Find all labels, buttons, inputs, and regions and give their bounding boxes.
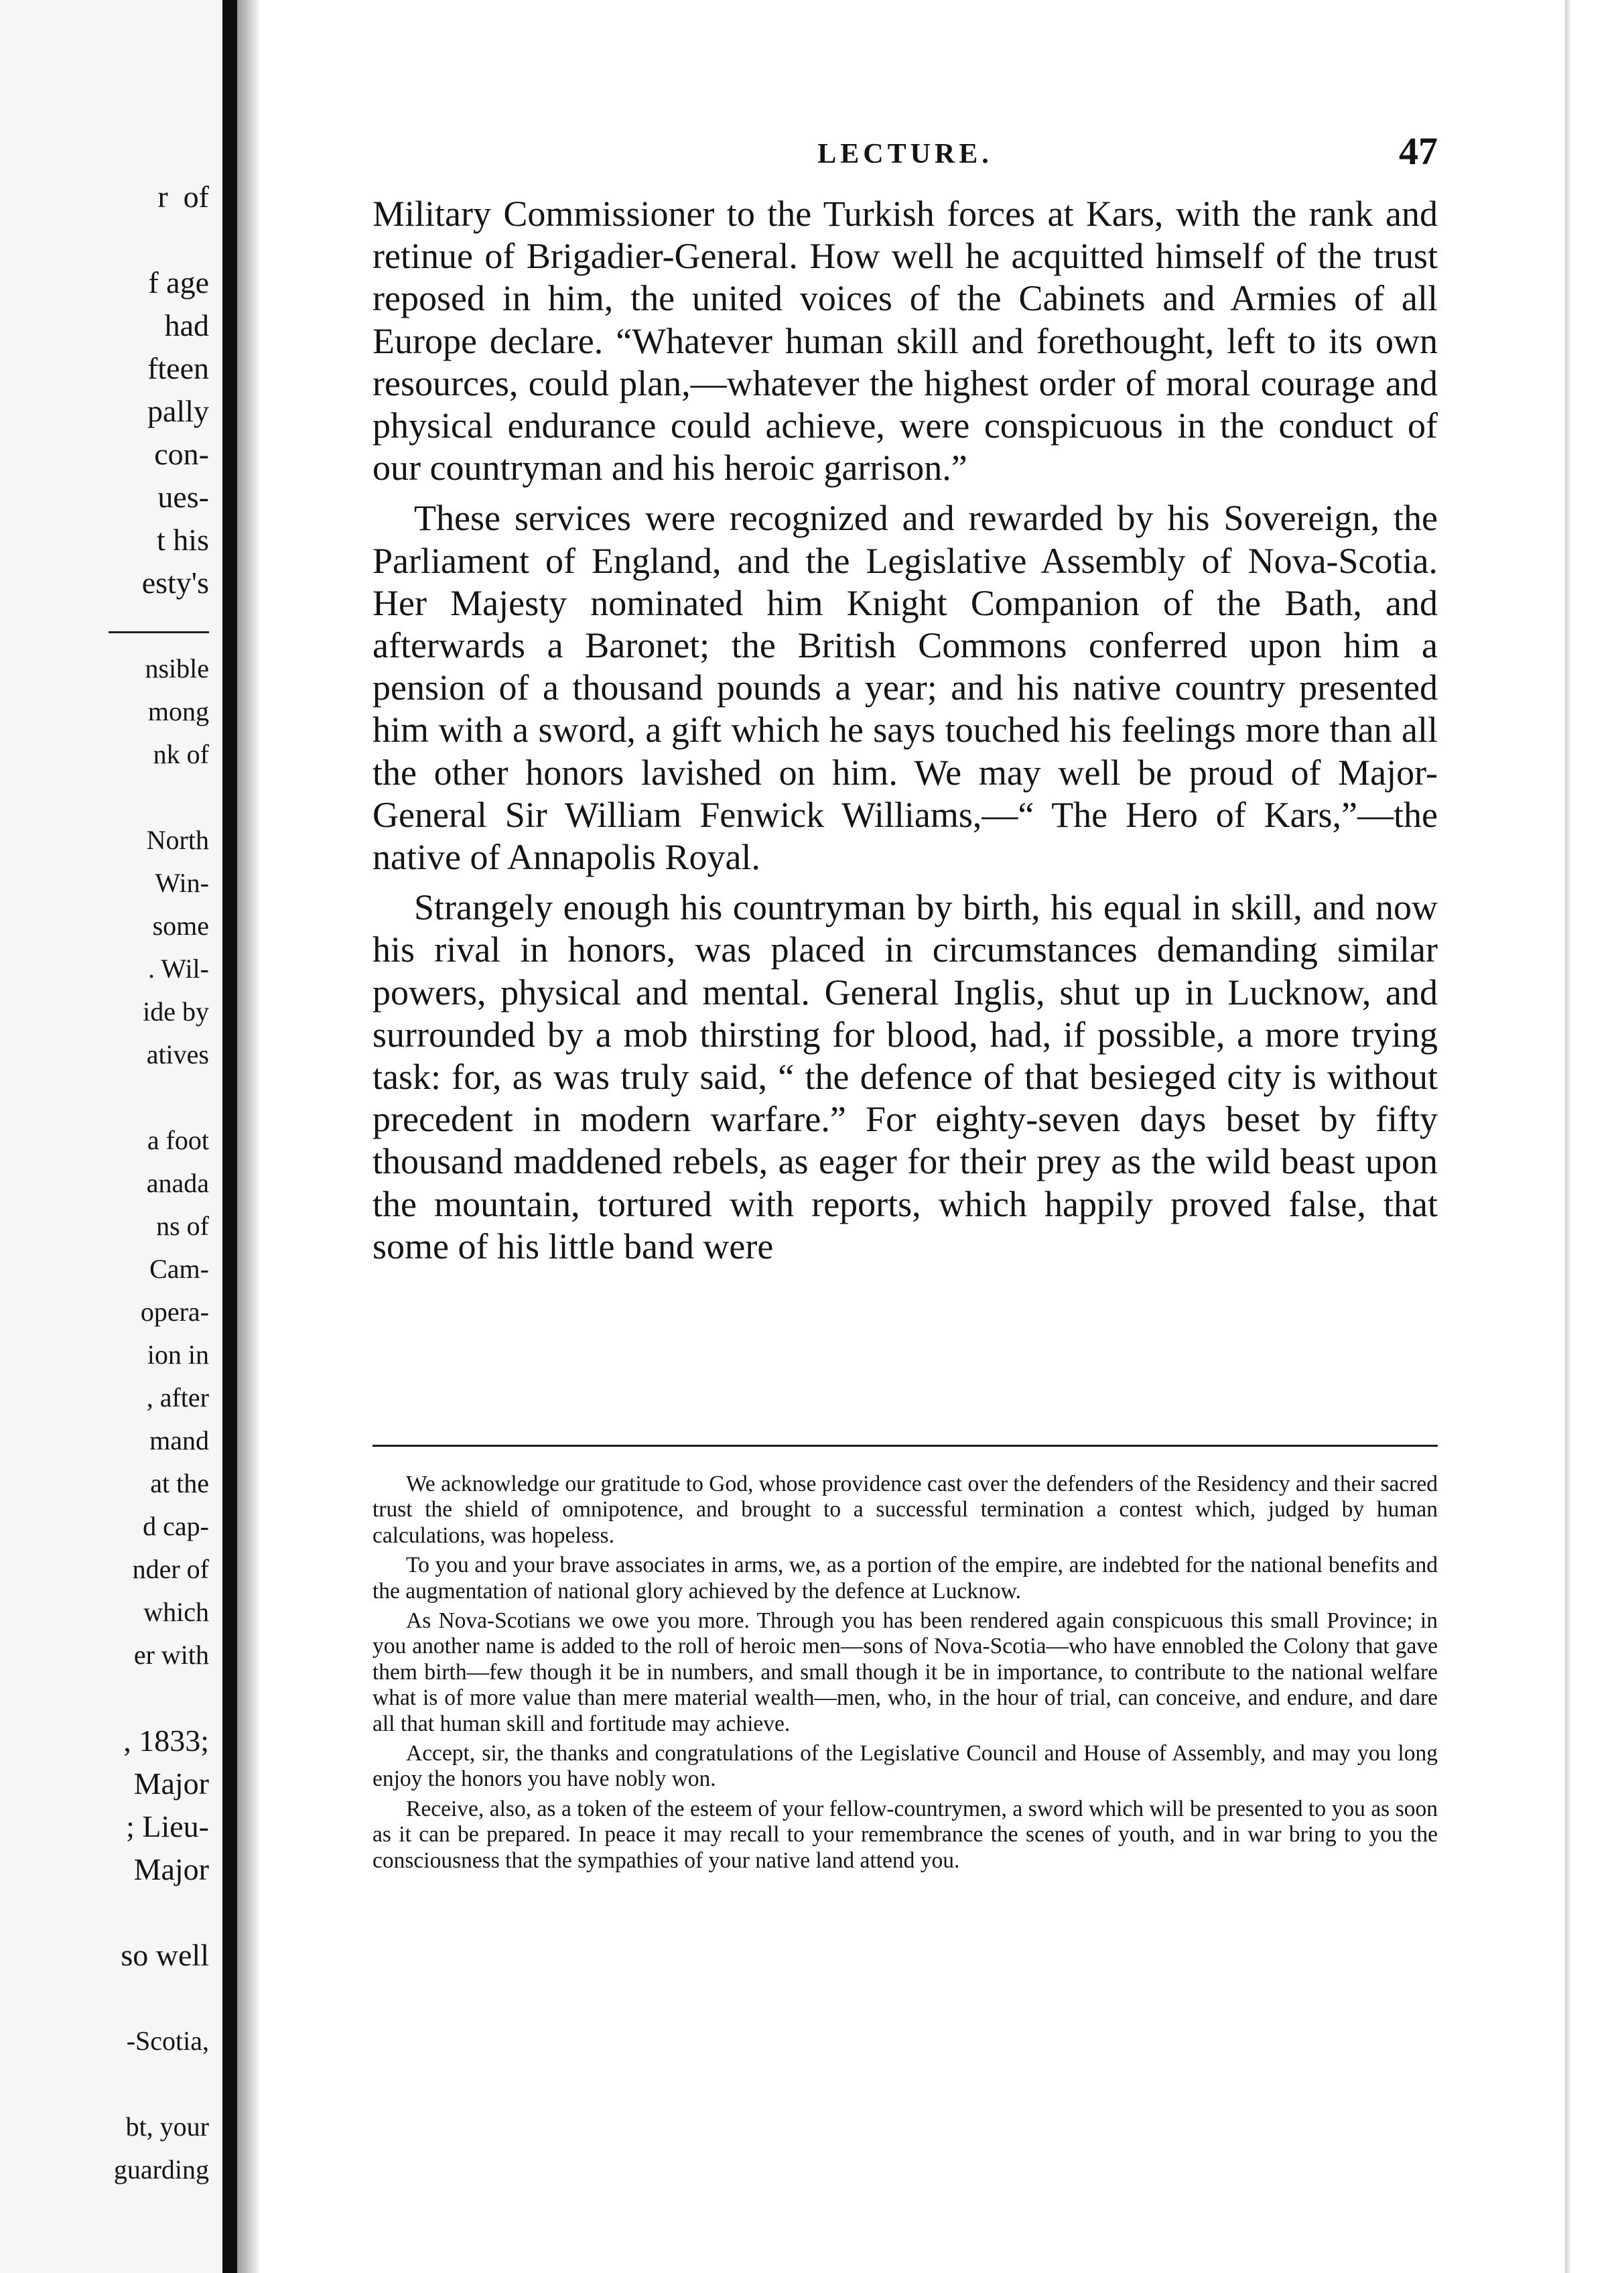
gutter-shadow	[237, 0, 261, 2273]
facing-page-line: so well	[121, 1938, 209, 1972]
page-edge	[1561, 0, 1624, 2273]
facing-page-line: , 1833;	[123, 1724, 209, 1758]
facing-page-line	[0, 1891, 209, 1934]
footnote-paragraph: To you and your brave associates in arms, we, as a portion of the empire, are indebted for the national benefits and the augmentation of national glory achieved by the defence at Lucknow.	[373, 1553, 1438, 1604]
page-number: 47	[1399, 129, 1438, 173]
facing-page-line: ues-	[157, 480, 209, 514]
facing-page-line: nder of	[132, 1554, 209, 1584]
facing-page-line: ion in	[147, 1340, 209, 1370]
facing-page-line: at the	[150, 1468, 209, 1498]
facing-page-line: Win-	[155, 868, 209, 898]
facing-page-line	[0, 1977, 209, 2020]
facing-page-line: bt, your	[125, 2112, 209, 2142]
main-text	[373, 193, 1438, 1276]
running-title: LECTURE.	[817, 139, 993, 170]
facing-page-line: nk of	[153, 739, 209, 769]
facing-page-line	[0, 2063, 209, 2105]
facing-page-line: -Scotia,	[126, 2026, 209, 2056]
facing-page-line: . Wil-	[148, 954, 209, 984]
facing-page-line: North	[146, 825, 209, 855]
facing-page-line: had	[164, 308, 209, 342]
footnote-paragraph: Receive, also, as a token of the esteem of your fellow-countrymen, a sword which will be presented to you as soon as it can be prepared. In peace it may recall to your remembrance the scenes of youth, and in war bring to you the consciousness that the sympathies of your native land attend you.	[373, 1796, 1438, 1873]
facing-page-line: Cam-	[149, 1254, 209, 1284]
facing-page-line: esty's	[141, 566, 209, 600]
facing-page-line: ; Lieu-	[126, 1809, 209, 1843]
facing-page-line: anada	[146, 1168, 209, 1198]
facing-page-line: a foot	[147, 1125, 209, 1155]
facing-page-line	[0, 1076, 209, 1119]
facing-page-line: r of	[157, 180, 209, 214]
facing-page-line: ide by	[143, 996, 209, 1027]
facing-page-line	[0, 218, 209, 261]
page-edge-shadow	[1565, 0, 1572, 2273]
facing-page-fragment	[0, 0, 221, 2273]
facing-page-line: mand	[149, 1425, 209, 1455]
paragraph: Military Commissioner to the Turkish forces at Kars, with the rank and retinue of Brigadier-General. How well he acquitted himself of the trust reposed in him, the united voices of the Cabinets and Armies of all Europe declare. “Whatever human skill and forethought, left to its own resources, could plan,—whatever the highest order of moral courage and physical endurance could achieve, were conspicuous in the conduct of our countryman and his heroic garrison.”	[373, 194, 1438, 489]
facing-page-line	[0, 1677, 209, 1719]
facing-page-line: Major	[133, 1766, 209, 1801]
facing-page-line: fteen	[147, 351, 209, 385]
facing-page-line: which	[143, 1597, 209, 1627]
footnote-paragraph: As Nova-Scotians we owe you more. Through you has been rendered again conspicuous this small Province; in you another name is added to the roll of heroic men—sons of Nova-Scotia—who have ennobled the Colony that gave them birth—few though it be in numbers, and small though it be in importance, to contribute to the national welfare what is of more value than mere material wealth—men, who, in the hour of trial, can conceive, and endure, and dare all that human skill and fortitude may achieve.	[373, 1608, 1438, 1736]
footnote-rule	[373, 1445, 1438, 1447]
facing-page-line: , after	[146, 1382, 209, 1413]
facing-page-line: con-	[154, 437, 209, 471]
facing-page-line: nsible	[145, 653, 209, 684]
facing-page-line: mong	[147, 696, 209, 726]
paragraph: These services were recognized and rewarded by his Sovereign, the Parliament of England, and the Legislative Assembly of Nova-Scotia. Her Majesty nominated him Knight Companion of the Bath, and afterwards a Baronet; the British Commons conferred upon him a pension of a thousand pounds a year; and his native country presented him with a sword, a gift which he says touched his feelings more than all the other honors lavished on him. We may well be proud of Major-General Sir William Fenwick Williams,—“ The Hero of Kars,”—the native of Annapolis Royal.	[373, 498, 1438, 878]
facing-page-line: t his	[157, 523, 209, 557]
facing-page-line: some	[152, 911, 209, 941]
facing-page-rule	[109, 631, 209, 633]
facing-page-line: Major	[133, 1852, 209, 1886]
facing-page-line: opera-	[140, 1297, 209, 1327]
facing-page-text	[0, 176, 209, 2191]
paragraph: Strangely enough his countryman by birth, his equal in skill, and now his rival in honors, was placed in circumstances demanding similar powers, physical and mental. General Inglis, shut up in Lucknow, and surrounded by a mob thirsting for blood, had, if possible, a more trying task: for, as was truly said, “ the defence of that besieged city is without precedent in modern warfare.” For eighty-seven days beset by fifty thousand maddened rebels, as eager for their prey as the wild beast upon the mountain, tortured with reports, which happily proved false, that some of his little band were	[373, 887, 1438, 1267]
facing-page-line: ns of	[156, 1211, 209, 1241]
facing-page-line: d cap-	[143, 1511, 209, 1541]
facing-page-line: atives	[146, 1039, 209, 1069]
footnote-paragraph: We acknowledge our gratitude to God, whose providence cast over the defenders of the Residency and their sacred trust the shield of omnipotence, and brought to a successful termination a contest which, judged by human calculations, was hopeless.	[373, 1472, 1438, 1548]
facing-page-line: pally	[147, 394, 209, 428]
page-47	[373, 0, 1438, 2273]
facing-page-line: guarding	[113, 2154, 209, 2185]
running-head	[373, 129, 1438, 182]
footnote	[373, 1472, 1438, 1878]
footnote-paragraph: Accept, sir, the thanks and congratulations of the Legislative Council and House of Assembly, and may you long enjoy the honors you have nobly won.	[373, 1741, 1438, 1792]
facing-page-line: er with	[133, 1640, 209, 1670]
facing-page-line	[0, 604, 209, 647]
facing-page-line	[0, 776, 209, 819]
binding-gutter	[222, 0, 237, 2273]
facing-page-line: f age	[148, 265, 209, 300]
